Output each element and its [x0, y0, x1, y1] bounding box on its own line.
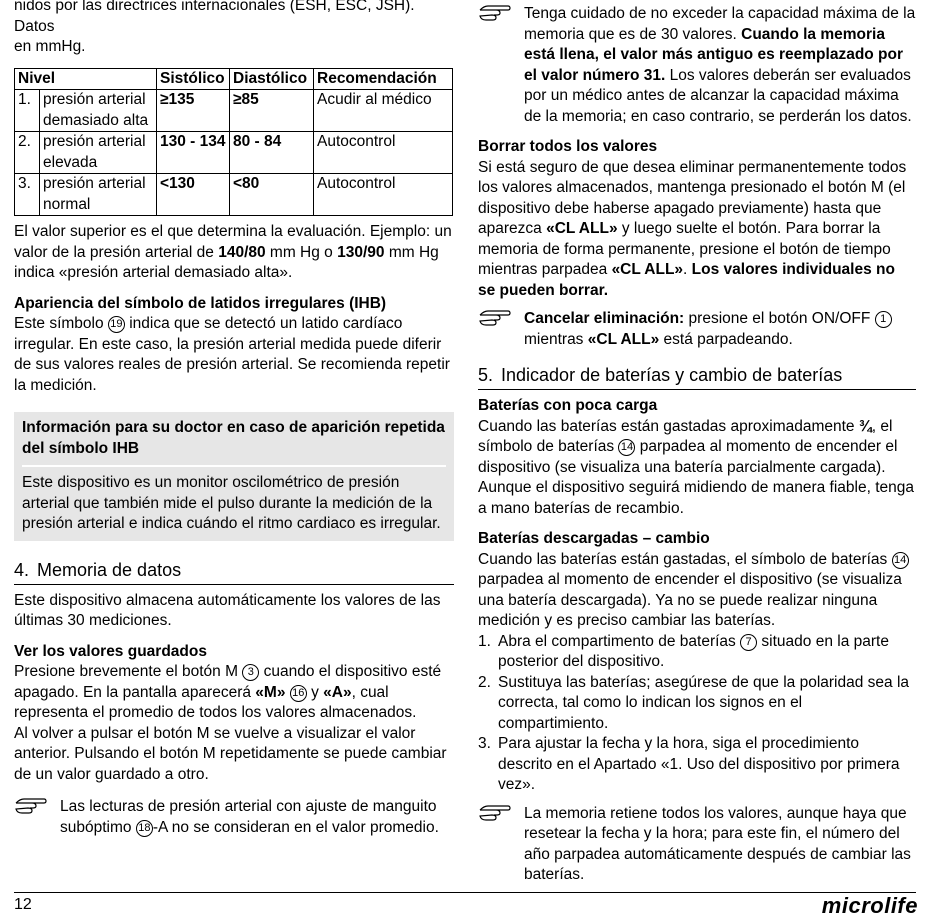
intro-text: nidos por las directrices internacionales (ESH, ESC, JSH). Datos en mmHg. — [14, 0, 415, 55]
level-label: presión arterial normal — [43, 175, 146, 213]
table-header: Diastólico — [230, 68, 314, 90]
ihb-heading: Apariencia del símbolo de latidos irregulares (IHB) — [14, 294, 387, 312]
section-4-intro: Este dispositivo almacena automáticamente los valores de las últimas 30 mediciones. — [14, 591, 441, 629]
info-box-title: Información para su doctor en caso de aparición repetida del símbolo IHB — [22, 418, 446, 467]
reference-number: 18 — [136, 820, 153, 837]
doctor-info-box — [14, 412, 454, 541]
list-item: 2. Sustituya las baterías; asegúrese de que la polaridad sea la correcta, tal como lo indican los signos en el compartimiento. — [478, 673, 910, 732]
reference-number: 19 — [108, 316, 125, 333]
view-values-text-2: Al volver a pulsar el botón M se vuelve a visualizar el valor anterior. Pulsando el botón M repetidamente se puede cambiar de un valor guardado a otro. — [14, 724, 447, 783]
evaluation-text: El valor superior es el que determina la evaluación. Ejemplo: un valor de la presión arterial de 140/80 mm Hg o 130/90 mm Hg indica «presión arterial demasiado alta». — [14, 223, 452, 281]
note-cuff-fit: Las lecturas de presión arterial con ajuste de manguito subóptimo 18 -A no se consideran en el valor promedio. — [14, 797, 454, 838]
ihb-text: Este símbolo 19 indica que se detectó un latido cardíaco irregular. En este caso, la presión arterial medida puede diferir de sus valores reales de presión arterial. Se recomienda repetir la medición. — [14, 315, 450, 394]
level-number: 1. — [15, 90, 40, 131]
right-column — [478, 4, 916, 894]
page-number: 12 — [14, 896, 32, 913]
left-column — [14, 0, 454, 846]
flat-battery-heading: Baterías descargadas – cambio — [478, 530, 710, 547]
table-row — [15, 90, 453, 132]
diastolic-cell: 80 - 84 — [230, 132, 314, 174]
view-values-heading: Ver los valores guardados — [14, 642, 207, 660]
table-header: Nivel — [15, 68, 157, 90]
reference-number: 1 — [875, 311, 892, 328]
level-number: 3. — [15, 174, 40, 215]
note-memory-capacity: Tenga cuidado de no exceder la capacidad máxima de la memoria que es de 30 valores. Cuando la memoria está llena, el valor más antiguo es reemplazado por el valor número 31. Los valores deberán ser evaluados por un médico antes de alcanzar la capacidad máxima de la memoria; en caso contrario, se perderán los datos. — [478, 4, 916, 127]
systolic-cell: ≥135 — [157, 90, 230, 132]
table-row — [15, 132, 453, 174]
list-item: 3. Para ajustar la fecha y la hora, siga el procedimiento descrito en el Apartado «1. Uso del dispositivo por primera vez». — [478, 735, 900, 793]
battery-change-steps — [478, 632, 916, 796]
note-cancel-delete: Cancelar eliminación: presione el botón ON/OFF 1 mientras «CL ALL» está parpadeando. — [478, 309, 916, 350]
table-header: Sistólico — [157, 68, 230, 90]
recommendation-cell: Autocontrol — [314, 174, 453, 216]
blood-pressure-levels-table — [14, 68, 453, 217]
recommendation-cell: Autocontrol — [314, 132, 453, 174]
level-cell — [15, 132, 157, 174]
level-label: presión arterial demasiado alta — [43, 91, 149, 129]
section-5-heading: 5. Indicador de baterías y cambio de baterías — [478, 364, 916, 390]
flat-battery-text: Cuando las baterías están gastadas, el símbolo de baterías 14 parpadea al momento de encender el dispositivo (se visualiza una batería descargada). Ya no se puede realizar ninguna medición y es preciso cambiar las baterías. — [478, 550, 916, 632]
systolic-cell: 130 - 134 — [157, 132, 230, 174]
table-header: Recomendación — [314, 68, 453, 90]
view-values-text: Presione brevemente el botón M 3 cuando el dispositivo esté apagado. En la pantalla aparecerá «M» 16 y «A», cual representa el promedio de todos los valores almacenados. — [14, 663, 442, 721]
level-label: presión arterial elevada — [43, 133, 146, 171]
low-battery-heading: Baterías con poca carga — [478, 397, 658, 414]
level-cell — [15, 90, 157, 132]
systolic-cell: <130 — [157, 174, 230, 216]
pointing-hand-icon — [478, 802, 512, 822]
reference-number: 16 — [290, 685, 307, 702]
delete-values-text: Si está seguro de que desea eliminar permanentemente todos los valores almacenados, mantenga presionado el botón M (el dispositivo debe haberse apagado previamente) hasta que aparezca «CL ALL» y luego suelte el botón. Para borrar la memoria de forma permanente, presione el botón de tiempo mientras parpadea «CL ALL». Los valores individuales no se pueden borrar. — [478, 158, 907, 299]
footer-divider — [14, 892, 916, 893]
level-cell — [15, 174, 157, 216]
info-box-body: Este dispositivo es un monitor oscilométrico de presión arterial que también mide el pulso durante la medición de la presión arterial e indica cuándo el ritmo cardiaco es irregular. — [22, 474, 441, 532]
reference-number: 14 — [618, 439, 635, 456]
list-item: 1. Abra el compartimento de baterías 7 situado en la parte posterior del dispositivo. — [478, 632, 889, 670]
pointing-hand-icon — [478, 2, 512, 22]
reference-number: 14 — [892, 552, 909, 569]
pointing-hand-icon — [478, 307, 512, 327]
diastolic-cell: ≥85 — [230, 90, 314, 132]
pointing-hand-icon — [14, 795, 48, 815]
level-number: 2. — [15, 132, 40, 173]
brand-logo: microlife — [821, 893, 918, 918]
reference-number: 7 — [740, 634, 757, 651]
diastolic-cell: <80 — [230, 174, 314, 216]
section-4-heading: 4. Memoria de datos — [14, 559, 454, 585]
reference-number: 3 — [242, 664, 259, 681]
table-header-row — [15, 68, 453, 90]
table-row — [15, 174, 453, 216]
delete-values-heading: Borrar todos los valores — [478, 138, 658, 155]
low-battery-text: Cuando las baterías están gastadas aproximadamente ¾, el símbolo de baterías 14 parpadea al momento de encender el dispositivo (se visualiza una batería parcialmente cargada). Aunque el dispositivo seguirá midiendo de manera fiable, tenga a mano baterías de recambio. — [478, 417, 915, 517]
recommendation-cell: Acudir al médico — [314, 90, 453, 132]
note-memory-retained: La memoria retiene todos los valores, aunque haya que resetear la fecha y la hora; para este fin, el número del año parpadea automáticamente después de cambiar las baterías. — [478, 804, 916, 886]
